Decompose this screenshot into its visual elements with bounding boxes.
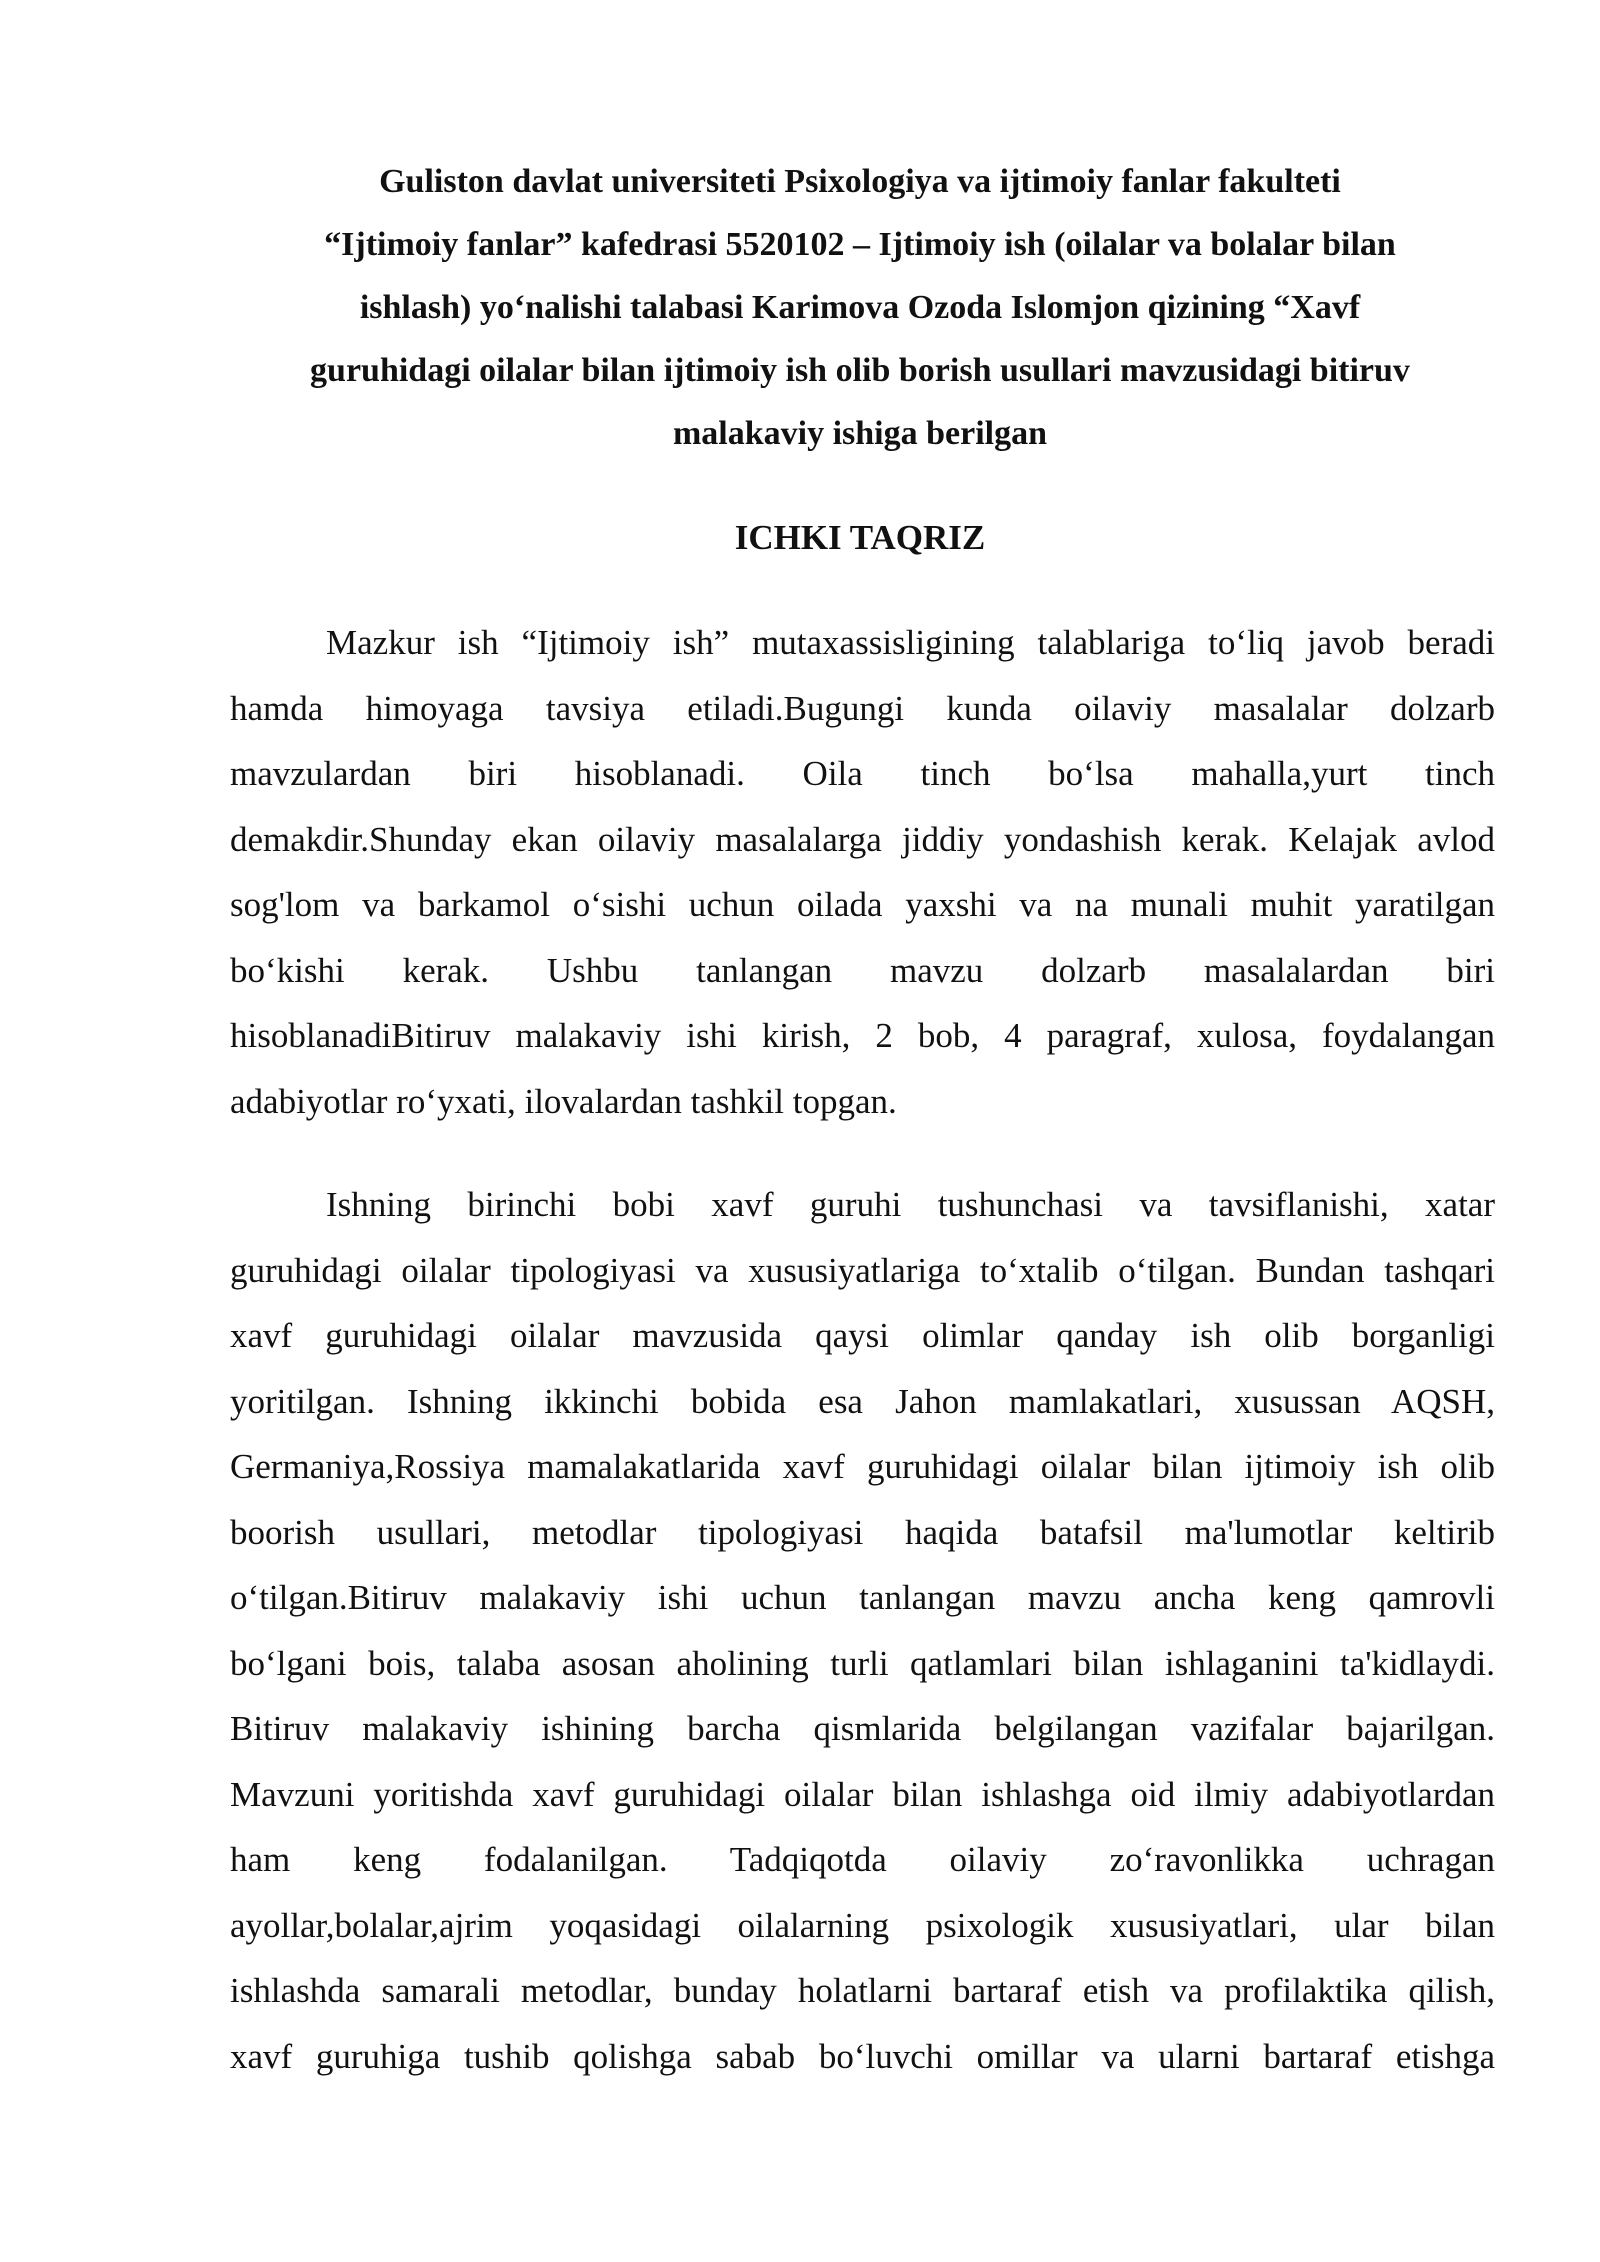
document-title-block (230, 150, 1490, 465)
text-line: boorish usullari, metodlar tipologiyasi haqida batafsil ma'lumotlar keltirib (230, 1512, 1495, 1552)
text-line: Ishning birinchi bobi xavf guruhi tushunchasi va tavsiflanishi, xatar (326, 1185, 1495, 1224)
text-line: Germaniya,Rossiya mamalakatlarida xavf guruhidagi oilalar bilan ijtimoiy ish olib (230, 1447, 1495, 1486)
text-line: hamda himoyaga tavsiya etiladi.Bugungi kunda oilaviy masalalar dolzarb (230, 688, 1495, 728)
text-line: Bitiruv malakaviy ishining barcha qismlarida belgilangan vazifalar bajarilgan. (230, 1709, 1495, 1748)
text-line: adabiyotlar ro‘yxati, ilovalardan tashkil topgan. (230, 1081, 897, 1121)
title-line: “Ijtimoiy fanlar” kafedrasi 5520102 – Ijtimoiy ish (oilalar va bolalar bilan (324, 226, 1396, 263)
section-heading: ICHKI TAQRIZ (734, 518, 986, 557)
text-line: Mavzuni yoritishda xavf guruhidagi oilalar bilan ishlashga oid ilmiy adabiyotlardan (230, 1774, 1495, 1814)
text-line: o‘tilgan.Bitiruv malakaviy ishi uchun tanlangan mavzu ancha keng qamrovli (230, 1578, 1495, 1617)
title-line: guruhidagi oilalar bilan ijtimoiy ish olib borish usullari mavzusidagi bitiruv (310, 352, 1410, 389)
text-line: ayollar,bolalar,ajrim yoqasidagi oilalarning psixologik xususiyatlari, ular bilan (230, 1905, 1495, 1945)
text-line: demakdir.Shunday ekan oilaviy masalalarga jiddiy yondashish kerak. Kelajak avlod (230, 819, 1495, 859)
paragraph-1 (230, 610, 1495, 1134)
text-line: sog'lom va barkamol o‘sishi uchun oilada yaxshi va na munali muhit yaratilgan (230, 885, 1495, 924)
title-line: Guliston davlat universiteti Psixologiya va ijtimoiy fanlar fakulteti (379, 163, 1341, 200)
title-line: malakaviy ishiga berilgan (672, 415, 1048, 452)
text-line: hisoblanadiBitiruv malakaviy ishi kirish, 2 bob, 4 paragraf, xulosa, foydalangan (230, 1016, 1495, 1055)
text-line: bo‘lgani bois, talaba asosan aholining turli qatlamlari bilan ishlaganini ta'kidlaydi. (230, 1643, 1495, 1683)
text-line: ishlashda samarali metodlar, bunday holatlarni bartaraf etish va profilaktika qilish, (230, 1971, 1495, 2010)
text-line: xavf guruhiga tushib qolishga sabab bo‘luvchi omillar va ularni bartaraf etishga (230, 2036, 1495, 2076)
paragraph-2 (230, 1172, 1495, 2089)
text-line: bo‘kishi kerak. Ushbu tanlangan mavzu dolzarb masalalardan biri (230, 950, 1495, 990)
text-line: guruhidagi oilalar tipologiyasi va xususiyatlariga to‘xtalib o‘tilgan. Bundan tashqari (230, 1250, 1495, 1290)
title-line: ishlash) yo‘nalishi talabasi Karimova Ozoda Islomjon qizining “Xavf (359, 289, 1361, 326)
text-line: xavf guruhidagi oilalar mavzusida qaysi olimlar qanday ish olib borganligi (230, 1316, 1495, 1355)
text-line: yoritilgan. Ishning ikkinchi bobida esa Jahon mamlakatlari, xusussan AQSH, (230, 1381, 1495, 1421)
text-line: mavzulardan biri hisoblanadi. Oila tinch bo‘lsa mahalla,yurt tinch (230, 754, 1495, 793)
text-line: ham keng fodalanilgan. Tadqiqotda oilaviy zo‘ravonlikka uchragan (230, 1840, 1495, 1879)
text-line: Mazkur ish “Ijtimoiy ish” mutaxassisligining talablariga to‘liq javob beradi (326, 623, 1495, 662)
